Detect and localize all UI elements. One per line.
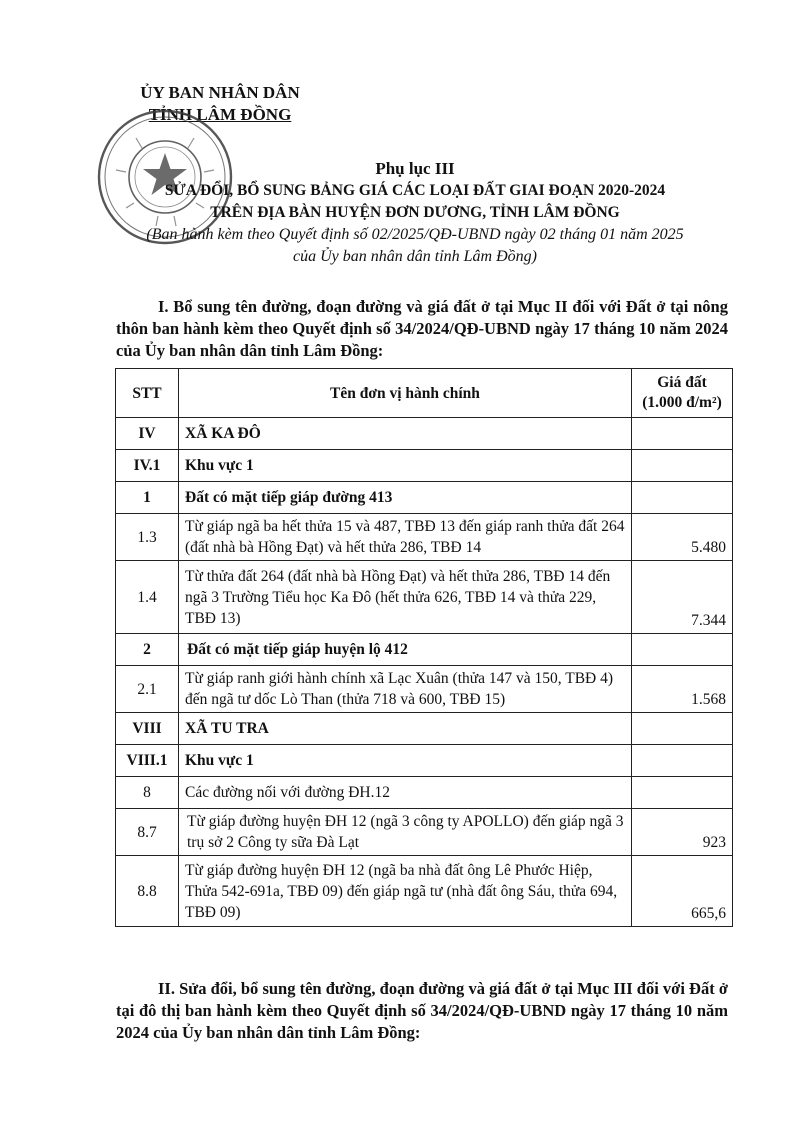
row-price bbox=[632, 482, 733, 514]
section-1-heading: I. Bổ sung tên đường, đoạn đường và giá đất ở tại Mục II đối với Đất ở tại nông thôn ban hành kèm theo Quyết định số 34/2024/QĐ-UBND ngày 17 tháng 10 năm 2024 của Ủy ban nhân dân tỉnh Lâm Đồng: bbox=[116, 297, 728, 360]
document-subtitle-line-2: của Ủy ban nhân dân tỉnh Lâm Đồng) bbox=[293, 248, 537, 265]
row-price: 923 bbox=[632, 809, 733, 856]
header-price-line-1: Giá đất bbox=[657, 374, 707, 391]
row-stt: 1.4 bbox=[116, 561, 179, 634]
row-name: Khu vực 1 bbox=[179, 745, 632, 777]
table-row bbox=[116, 666, 733, 713]
header-price-line-2: (1.000 đ/m²) bbox=[642, 394, 722, 411]
row-stt: 1.3 bbox=[116, 514, 179, 561]
row-price bbox=[632, 777, 733, 809]
row-stt: IV.1 bbox=[116, 450, 179, 482]
row-name: XÃ TU TRA bbox=[179, 713, 632, 745]
table-row bbox=[116, 856, 733, 927]
row-name: Từ giáp ngã ba hết thửa 15 và 487, TBĐ 13 đến giáp ranh thửa đất 264 (đất nhà bà Hồng Đạt) và hết thửa 286, TBĐ 14 bbox=[179, 514, 632, 561]
header-unit-name: Tên đơn vị hành chính bbox=[179, 369, 632, 418]
appendix-label: Phụ lục III bbox=[375, 159, 455, 178]
table-row bbox=[116, 514, 733, 561]
document-subtitle-line-1: (Ban hành kèm theo Quyết định số 02/2025/QĐ-UBND ngày 02 tháng 01 năm 2025 bbox=[146, 226, 684, 243]
row-price: 5.480 bbox=[632, 514, 733, 561]
table-row bbox=[116, 561, 733, 634]
row-name: XÃ KA ĐÔ bbox=[179, 418, 632, 450]
table-row bbox=[116, 418, 733, 450]
row-stt: 1 bbox=[116, 482, 179, 514]
agency-line-1: ỦY BAN NHÂN DÂN bbox=[140, 83, 300, 102]
row-name: Đất có mặt tiếp giáp đường 413 bbox=[179, 482, 632, 514]
row-price bbox=[632, 418, 733, 450]
row-stt: 8 bbox=[116, 777, 179, 809]
table-header-row bbox=[116, 369, 733, 418]
row-name: Đất có mặt tiếp giáp huyện lộ 412 bbox=[179, 634, 632, 666]
table-row bbox=[116, 745, 733, 777]
row-stt: VIII bbox=[116, 713, 179, 745]
table-row bbox=[116, 634, 733, 666]
row-price bbox=[632, 713, 733, 745]
row-name: Từ giáp ranh giới hành chính xã Lạc Xuân (thửa 147 và 150, TBĐ 4) đến ngã tư dốc Lò Than (thửa 718 và 600, TBĐ 15) bbox=[179, 666, 632, 713]
document-title-line-2: TRÊN ĐỊA BÀN HUYỆN ĐƠN DƯƠNG, TỈNH LÂM ĐỒNG bbox=[210, 204, 620, 221]
row-price: 7.344 bbox=[632, 561, 733, 634]
row-name: Từ thửa đất 264 (đất nhà bà Hồng Đạt) và hết thửa 286, TBĐ 14 đến ngã 3 Trường Tiểu học Ka Đô (hết thửa 626, TBĐ 14 và thửa 229, TBĐ 13) bbox=[179, 561, 632, 634]
row-stt: 8.8 bbox=[116, 856, 179, 927]
land-price-table bbox=[115, 368, 733, 927]
row-stt: 8.7 bbox=[116, 809, 179, 856]
row-price bbox=[632, 745, 733, 777]
table-row bbox=[116, 450, 733, 482]
row-stt: 2.1 bbox=[116, 666, 179, 713]
header-stt: STT bbox=[116, 369, 179, 418]
row-name: Các đường nối với đường ĐH.12 bbox=[179, 777, 632, 809]
appendix-heading bbox=[95, 158, 735, 268]
row-price bbox=[632, 450, 733, 482]
row-name: Khu vực 1 bbox=[179, 450, 632, 482]
row-price bbox=[632, 634, 733, 666]
row-name: Từ giáp đường huyện ĐH 12 (ngã 3 công ty APOLLO) đến giáp ngã 3 trụ sở 2 Công ty sữa Đà Lạt bbox=[179, 809, 632, 856]
row-price: 1.568 bbox=[632, 666, 733, 713]
section-2-heading: II. Sửa đổi, bổ sung tên đường, đoạn đường và giá đất ở tại Mục III đối với Đất ở tại đô thị ban hành kèm theo Quyết định số 34/2024/QĐ-UBND ngày 17 tháng 10 năm 2024 của Ủy ban nhân dân tỉnh Lâm Đồng: bbox=[116, 979, 728, 1042]
row-stt: VIII.1 bbox=[116, 745, 179, 777]
table-row bbox=[116, 713, 733, 745]
row-name: Từ giáp đường huyện ĐH 12 (ngã ba nhà đất ông Lê Phước Hiệp, Thửa 542-691a, TBĐ 09) đến giáp ngã tư (nhà đất ông Sáu, thửa 694, TBĐ 09) bbox=[179, 856, 632, 927]
table-row bbox=[116, 482, 733, 514]
document-title-line-1: SỬA ĐỔI, BỔ SUNG BẢNG GIÁ CÁC LOẠI ĐẤT GIAI ĐOẠN 2020-2024 bbox=[164, 182, 666, 199]
agency-line-2: TỈNH LÂM ĐỒNG bbox=[148, 105, 292, 124]
row-price: 665,6 bbox=[632, 856, 733, 927]
header-price bbox=[632, 369, 733, 418]
table-row bbox=[116, 777, 733, 809]
row-stt: 2 bbox=[116, 634, 179, 666]
row-stt: IV bbox=[116, 418, 179, 450]
table-row bbox=[116, 809, 733, 856]
